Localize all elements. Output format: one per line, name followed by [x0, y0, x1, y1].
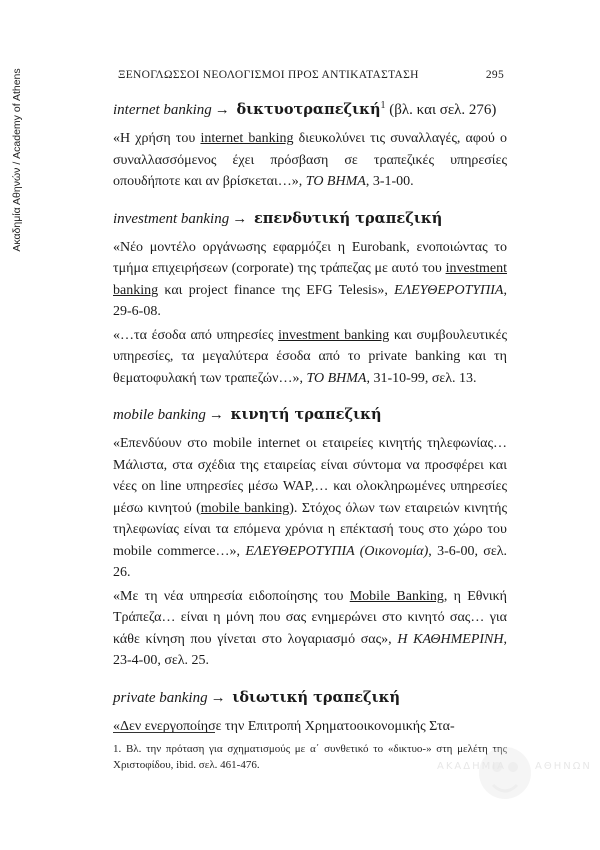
- watermark-left-text: ΑΚΑΔΗΜΙΑ: [437, 761, 507, 772]
- entry-heading: [113, 209, 507, 229]
- quote-source: ΤΟ ΒΗΜΑ: [306, 370, 367, 386]
- footnote: 1. Βλ. την πρόταση για σχηματισμούς με α΄ συνθετικό το «δικτυο-» στη μελέτη της Χριστοφίδου, ibid. σελ. 461-476.: [113, 743, 507, 771]
- footnote-ref: 1: [380, 100, 386, 111]
- entry-heading: [113, 405, 507, 425]
- quote-text: διευκολύνει τις συναλλαγές, αφού ο συναλλασσόμενος έχει πρόσβαση σε τραπεζικές υπηρεσίες οπουδήποτε και αν βρίσκεται…»,: [113, 131, 508, 189]
- quote-text: «Νέο μοντέλο οργάνωσης εφαρμόζει η Eurobank, ενοποιώντας το τμήμα επιχειρήσεων (corporate) της τράπεζας με αυτό του: [113, 239, 507, 276]
- citation-quote: [113, 586, 507, 672]
- quote-term: Mobile Banking: [349, 588, 444, 604]
- entry-term: internet banking: [113, 102, 212, 118]
- entry: [113, 209, 507, 390]
- quote-text: ). Στόχος όλων των εταιρειών κινητής τηλεφωνίας είναι τα επόμενα χρόνια η επέκτασή τους στο χώρο του mobile commerce…»,: [113, 500, 507, 559]
- quote-source: ΕΛΕΥΘΕΡΟΤΥΠΙΑ: [394, 282, 504, 298]
- academy-watermark: [435, 745, 595, 815]
- quote-text: «…τα έσοδα από υπηρεσίες: [113, 327, 279, 343]
- quote-term: investment banking: [278, 327, 390, 343]
- quote-date: , 3-1-00.: [365, 174, 414, 189]
- entry-heading: [113, 688, 507, 708]
- citation-quote: [113, 433, 507, 584]
- watermark-right-text: ΑΘΗΝΩΝ: [535, 761, 592, 772]
- entry-greek-term: ιδιωτική τραπεζική: [232, 688, 401, 706]
- quote-text: και συμβουλευτικές υπηρεσίες, τα μεγαλύτερα έσοδα από το private banking και τη θεματοφυλακή των τραπεζών…»,: [113, 327, 507, 386]
- quote-source: ΕΛΕΥΘΕΡΟΤΥΠΙΑ (Οικονομία): [245, 543, 429, 559]
- citation-quote: [113, 716, 507, 738]
- quote-source: Η ΚΑΘΗΜΕΡΙΝΗ: [397, 631, 504, 647]
- entry-greek-term: κινητή τραπεζική: [230, 406, 382, 423]
- owl-emblem-icon: [435, 745, 595, 815]
- page-number: 295: [485, 69, 504, 81]
- entry-term: mobile banking: [113, 407, 206, 423]
- quote-date: , 31-10-99, σελ. 13.: [366, 370, 477, 386]
- running-head: [118, 69, 504, 81]
- quote-source: ΤΟ ΒΗΜΑ: [305, 174, 366, 189]
- running-head-title: ΞΕΝΟΓΛΩΣΣΟΙ ΝΕΟΛΟΓΙΣΜΟΙ ΠΡΟΣ ΑΝΤΙΚΑΤΑΣΤΑΣΗ: [118, 69, 419, 81]
- citation-quote: [113, 237, 507, 323]
- quote-term: investment banking: [113, 261, 507, 298]
- entry-greek-term: δικτυοτραπεζική: [236, 101, 381, 118]
- quote-text: «Η χρήση του: [113, 131, 201, 146]
- quote-text: «Επενδύουν στο mobile internet οι εταιρείες κινητής τηλεφωνίας… Μάλιστα, στα σχέδια της εταιρείας είναι σύντομα να προσφέρει και νέες on line υπηρεσίες μέσω WAP,… και ολοκληρωμένες υπηρεσίες μέσω κινητού (: [113, 436, 507, 516]
- quote-date: , 23-4-00, σελ. 25.: [113, 631, 507, 668]
- quote-term: mobile banking: [200, 500, 290, 516]
- side-label-text: Ακαδημία Αθηνών / Academy of Athens: [11, 68, 23, 252]
- quote-date: , 3-6-00, σελ. 26.: [113, 543, 507, 580]
- quote-date: , 29-6-08.: [113, 282, 507, 319]
- entry: [113, 405, 507, 672]
- footnote-divider: [113, 732, 215, 733]
- quote-text: και project finance της EFG Telesis»,: [158, 282, 395, 298]
- entry-note: (βλ. και σελ. 276): [385, 102, 497, 118]
- citation-quote: [113, 128, 507, 193]
- arrow-icon: →: [214, 102, 230, 118]
- entry: [113, 688, 507, 738]
- quote-text: «Με τη νέα υπηρεσία ειδοποίησης του: [113, 588, 350, 604]
- quote-text: , η Εθνική Τράπεζα… είναι η μόνη που σας ενημερώνει στο κινητό σας… για κάθε κίνηση που γίνεται στο λογαριασμό σας»,: [113, 588, 507, 647]
- entry-greek-term: επενδυτική τραπεζική: [253, 209, 443, 227]
- arrow-icon: →: [210, 689, 226, 706]
- quote-term: internet banking: [200, 131, 294, 146]
- arrow-icon: →: [232, 210, 248, 227]
- citation-quote: [113, 325, 507, 390]
- entry: [113, 96, 507, 193]
- quote-text: «Δεν ενεργοποίησε την Επιτροπή Χρηματοοικονομικής Στα-: [113, 718, 455, 734]
- entry-term: private banking: [113, 689, 208, 706]
- side-label: [6, 40, 28, 280]
- entry-term: investment banking: [113, 210, 230, 227]
- page-content: [113, 96, 507, 737]
- arrow-icon: →: [208, 407, 224, 423]
- entry-heading: [113, 96, 507, 120]
